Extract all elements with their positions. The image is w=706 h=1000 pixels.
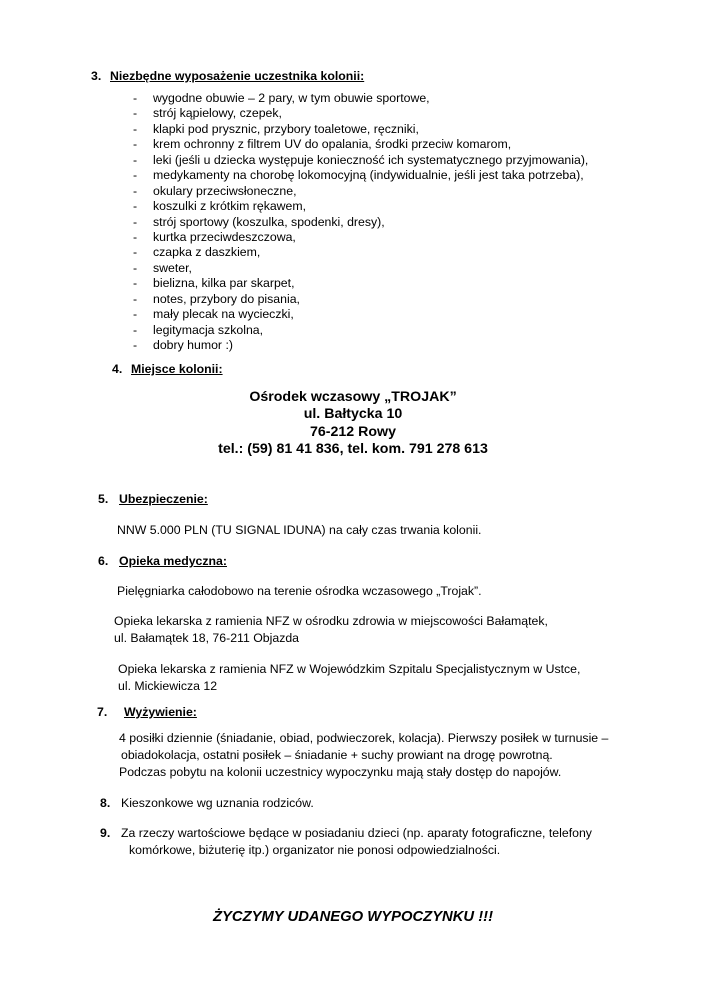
section-5-number: 5. (98, 492, 109, 506)
list-item-text: sweter, (153, 260, 192, 275)
list-item-text: mały plecak na wycieczki, (153, 307, 294, 322)
list-dash: - (133, 106, 138, 121)
list-dash: - (133, 322, 138, 337)
list-item-text: medykamenty na chorobę lokomocyjną (indywidualnie, jeśli jest taka potrzeba), (153, 168, 584, 183)
section-3-number: 3. (91, 69, 102, 83)
section-8-number: 8. (100, 796, 111, 810)
medical-nurse-text: Pielęgniarka całodobowo na terenie ośrodka wczasowego „Trojak”. (117, 584, 482, 598)
list-dash: - (133, 168, 138, 183)
list-item-text: klapki pod prysznic, przybory toaletowe, ręczniki, (153, 121, 419, 136)
medical-hospital-address: ul. Mickiewicza 12 (118, 679, 218, 693)
venue-street: ul. Bałtycka 10 (303, 406, 403, 422)
list-dash: - (133, 137, 138, 152)
meals-line-3: Podczas pobytu na kolonii uczestnicy wypoczynku mają stały dostęp do napojów. (119, 765, 562, 779)
venue-name: Ośrodek wczasowy „TROJAK” (249, 389, 457, 405)
list-dash: - (133, 121, 138, 136)
medical-clinic-text: Opieka lekarska z ramienia NFZ w ośrodku zdrowia w miejscowości Bałamątek, (114, 614, 548, 628)
list-dash: - (133, 214, 138, 229)
pocket-money-text: Kieszonkowe wg uznania rodziców. (121, 796, 314, 810)
valuables-line-2: komórkowe, biżuterię itp.) organizator nie ponosi odpowiedzialności. (129, 843, 501, 857)
list-dash: - (133, 260, 138, 275)
section-5-heading: Ubezpieczenie: (119, 492, 208, 506)
meals-line-1: 4 posiłki dziennie (śniadanie, obiad, podwieczorek, kolacja). Pierwszy posiłek w turnusie – (119, 731, 609, 745)
list-item-text: kurtka przeciwdeszczowa, (153, 229, 296, 244)
list-item-text: notes, przybory do pisania, (153, 291, 300, 306)
section-4-heading: Miejsce kolonii: (131, 362, 223, 376)
section-7-number: 7. (97, 705, 108, 719)
list-item-text: wygodne obuwie – 2 pary, w tym obuwie sportowe, (153, 91, 430, 105)
section-6-number: 6. (98, 554, 109, 568)
list-item-text: krem ochronny z filtrem UV do opalania, środki przeciw komarom, (153, 137, 512, 152)
list-dash: - (133, 291, 138, 306)
list-dash: - (133, 152, 138, 167)
list-dash: - (133, 229, 138, 244)
section-4-number: 4. (112, 362, 123, 376)
list-dash: - (133, 183, 138, 198)
list-dash: - (133, 276, 138, 291)
venue-phone: tel.: (59) 81 41 836, tel. kom. 791 278 613 (218, 441, 488, 457)
medical-hospital-text: Opieka lekarska z ramienia NFZ w Wojewódzkim Szpitalu Specjalistycznym w Ustce, (118, 662, 581, 676)
list-dash: - (133, 199, 138, 214)
list-item-text: czapka z daszkiem, (153, 245, 261, 260)
section-9-number: 9. (100, 826, 111, 840)
list-dash: - (133, 307, 138, 322)
list-item-text: strój kąpielowy, czepek, (153, 106, 282, 121)
list-item-text: koszulki z krótkim rękawem, (153, 199, 307, 214)
list-dash: - (133, 338, 138, 352)
list-item-text: dobry humor :) (153, 338, 233, 352)
list-dash: - (133, 245, 138, 260)
list-item-text: leki (jeśli u dziecka występuje konieczność ich systematycznego przyjmowania), (153, 152, 589, 167)
meals-line-2: obiadokolacja, ostatni posiłek – śniadanie + suchy prowiant na drogę powrotną. (121, 748, 553, 762)
section-7-heading: Wyżywienie: (124, 705, 197, 719)
insurance-text: NNW 5.000 PLN (TU SIGNAL IDUNA) na cały czas trwania kolonii. (117, 523, 482, 537)
section-3-heading: Niezbędne wyposażenie uczestnika kolonii: (110, 69, 365, 83)
list-item-text: bielizna, kilka par skarpet, (153, 276, 295, 291)
list-dash: - (133, 91, 138, 105)
list-item-text: legitymacja szkolna, (153, 322, 264, 337)
valuables-line-1: Za rzeczy wartościowe będące w posiadaniu dzieci (np. aparaty fotograficzne, telefony (121, 826, 592, 840)
list-item-text: strój sportowy (koszulka, spodenki, dresy), (153, 214, 385, 229)
closing-wish: ŻYCZYMY UDANEGO WYPOCZYNKU !!! (212, 909, 494, 925)
section-6-heading: Opieka medyczna: (119, 554, 227, 568)
list-item-text: okulary przeciwsłoneczne, (153, 183, 297, 198)
venue-city: 76-212 Rowy (310, 424, 396, 440)
medical-clinic-address: ul. Bałamątek 18, 76-211 Objazda (114, 631, 300, 645)
